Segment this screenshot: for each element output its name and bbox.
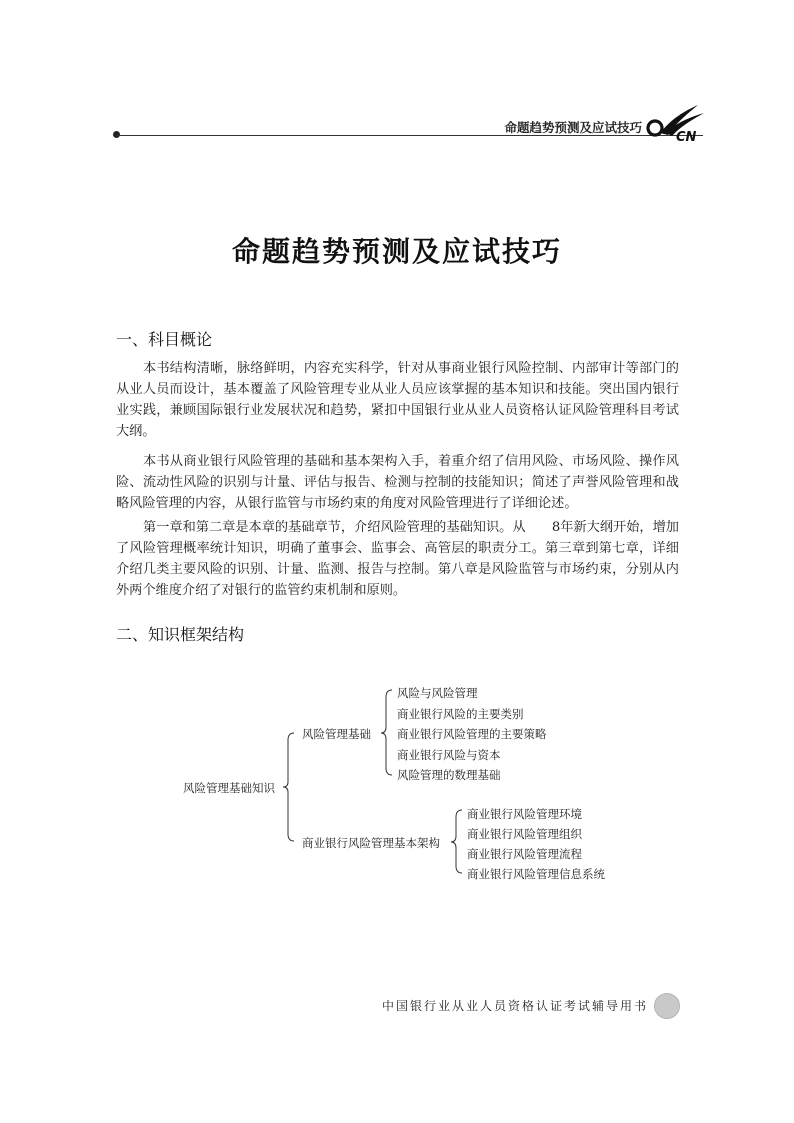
branch2-brace [451,810,462,873]
paragraph-1: 本书结构清晰，脉络鲜明，内容充实科学，针对从事商业银行风险控制、内部审计等部门的从业人员而设计，基本覆盖了风险管理专业从业人员应该掌握的基本知识和技能。突出国内银行业实践，兼顾国际银行业发展状况和趋势，紧扣中国银行业从业人员资格认证风险管理科目考试大纲。 [116,361,679,439]
section-heading-framework: 二、知识框架结构 [116,625,245,644]
branch1-item: 风险管理的数理基础 [397,768,501,782]
branch1-item: 商业银行风险管理的主要策略 [397,727,547,741]
branch1-item: 商业银行风险与资本 [397,748,501,762]
paragraph-3: 第一章和第二章是本章的基础章节，介绍风险管理的基础知识。从 8年新大纲开始，增加了风险管理概率统计知识，明确了董事会、监事会、高管层的职责分工。第三章到第七章，详细介绍几类主要风险的识别、计量、监测、报告与控制。第八章是风险监管与市场约束，分别从内外两个维度介绍了对银行的监管约束机制和原则。 [116,520,679,598]
branch2-item: 商业银行风险管理流程 [467,847,582,861]
branch2-item: 商业银行风险管理组织 [467,827,582,841]
diagram-root: 风险管理基础知识 [183,781,275,795]
branch1-item: 商业银行风险的主要类别 [397,707,524,721]
footer-series-title: 中国银行业从业人员资格认证考试辅导用书 [381,999,648,1013]
branch-label-basics: 风险管理基础 [302,727,371,741]
svg-text:CN: CN [676,130,697,143]
page-number-badge [654,993,680,1019]
branch1-brace [381,690,392,775]
publisher-logo [646,103,708,143]
branch2-item: 商业银行风险管理环境 [467,807,582,821]
branch1-item: 风险与风险管理 [397,686,478,700]
page-title: 命题趋势预测及应试技巧 [231,235,562,268]
branch2-item: 商业银行风险管理信息系统 [467,867,605,881]
branch-label-architecture: 商业银行风险管理基本架构 [302,836,440,850]
paragraph-2: 本书从商业银行风险管理的基础和基本架构入手，着重介绍了信用风险、市场风险、操作风险、流动性风险的识别与计量、评估与报告、检测与控制的技能知识；简述了声誉风险管理和战略风险管理的内容，从银行监管与市场约束的角度对风险管理进行了详细论述。 [116,454,679,511]
section-heading-overview: 一、科目概论 [116,330,213,349]
root-brace [283,733,294,841]
running-title: 命题趋势预测及应试技巧 [504,120,642,135]
